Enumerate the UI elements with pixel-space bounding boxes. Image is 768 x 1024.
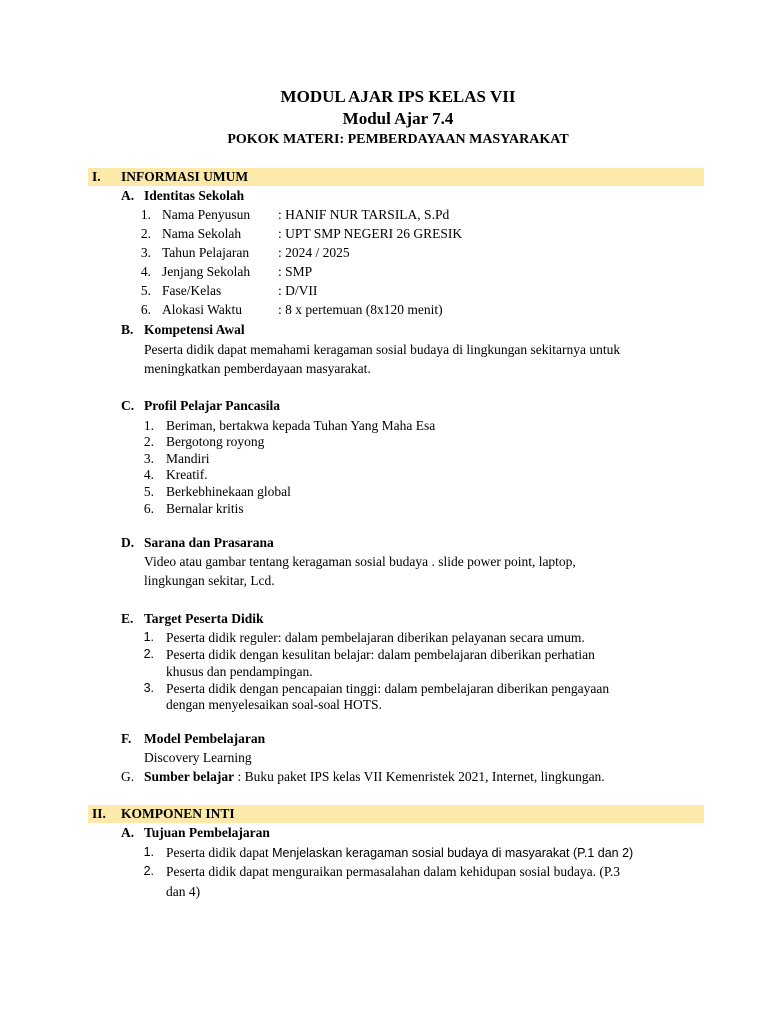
subsection-e-letter: E. bbox=[121, 611, 134, 626]
paragraph-line: meningkatkan pemberdayaan masyarakat. bbox=[144, 361, 371, 376]
section-2-number: II. bbox=[92, 806, 106, 821]
identity-row-label: Nama Penyusun bbox=[162, 207, 251, 222]
subsection-f-title: Model Pembelajaran bbox=[144, 731, 266, 746]
identity-row-number: 4. bbox=[140, 264, 151, 279]
subsection-c-letter: C. bbox=[121, 398, 135, 413]
sumber-belajar-text: : Buku paket IPS kelas VII Kemenristek 2021, Internet, lingkungan. bbox=[234, 769, 605, 784]
list-item: Peserta didik dengan pencapaian tinggi: dalam pembelajaran diberikan pengayaan bbox=[166, 681, 610, 696]
subsection-c-title: Profil Pelajar Pancasila bbox=[144, 398, 280, 413]
list-number: 3. bbox=[143, 681, 154, 695]
list-number: 2. bbox=[143, 434, 154, 449]
identity-row-label: Alokasi Waktu bbox=[162, 302, 243, 317]
list-item: Berkebhinekaan global bbox=[166, 484, 291, 499]
identity-row-value: : D/VII bbox=[278, 283, 318, 298]
list-item-rest: Menjelaskan keragaman sosial budaya di masyarakat (P.1 dan 2) bbox=[272, 846, 634, 860]
list-number: 1. bbox=[143, 630, 154, 644]
identity-row-value: : UPT SMP NEGERI 26 GRESIK bbox=[278, 226, 463, 241]
paragraph-line: lingkungan sekitar, Lcd. bbox=[144, 573, 275, 588]
subsection-b-letter: B. bbox=[121, 322, 134, 337]
identity-row-value: : 2024 / 2025 bbox=[278, 245, 350, 260]
identity-row-number: 3. bbox=[140, 245, 151, 260]
paragraph-line: Discovery Learning bbox=[144, 750, 252, 765]
subsection-g-letter: G. bbox=[121, 769, 135, 784]
list-item-continuation: dan 4) bbox=[166, 884, 201, 899]
list-item: Peserta didik reguler: dalam pembelajaran diberikan pelayanan secara umum. bbox=[166, 630, 585, 645]
list-number: 1. bbox=[143, 845, 154, 859]
identity-row-number: 1. bbox=[140, 207, 151, 222]
list-number: 3. bbox=[143, 451, 154, 466]
subsection-tujuan-title: Tujuan Pembelajaran bbox=[144, 825, 270, 840]
identity-row-value: : HANIF NUR TARSILA, S.Pd bbox=[278, 207, 450, 222]
subsection-d-letter: D. bbox=[121, 535, 135, 550]
identity-row-number: 6. bbox=[140, 302, 151, 317]
identity-row-value: : 8 x pertemuan (8x120 menit) bbox=[278, 302, 443, 317]
list-item-prefix: Peserta didik dapat bbox=[166, 845, 273, 860]
subsection-d-title: Sarana dan Prasarana bbox=[144, 535, 274, 550]
list-item-continuation: dengan menyelesaikan soal-soal HOTS. bbox=[166, 697, 382, 712]
subsection-tujuan-letter: A. bbox=[121, 825, 135, 840]
list-item: Bernalar kritis bbox=[166, 501, 244, 516]
list-number: 4. bbox=[143, 467, 154, 482]
identity-row-number: 2. bbox=[140, 226, 151, 241]
list-number: 2. bbox=[143, 864, 154, 878]
list-number: 5. bbox=[143, 484, 154, 499]
subsection-a-title: Identitas Sekolah bbox=[144, 188, 245, 203]
list-number: 1. bbox=[143, 418, 154, 433]
identity-row-value: : SMP bbox=[278, 264, 313, 279]
list-item: Peserta didik dengan kesulitan belajar: dalam pembelajaran diberikan perhatian bbox=[166, 647, 595, 662]
identity-row-label: Tahun Pelajaran bbox=[162, 245, 250, 260]
list-item: Kreatif. bbox=[166, 467, 208, 482]
list-item: Peserta didik dapat menguraikan permasalahan dalam kehidupan sosial budaya. (P.3 bbox=[166, 864, 620, 879]
subsection-b-title: Kompetensi Awal bbox=[144, 322, 245, 337]
list-item-continuation: khusus dan pendampingan. bbox=[166, 664, 313, 679]
document-title: MODUL AJAR IPS KELAS VII bbox=[280, 87, 516, 106]
paragraph-line: Video atau gambar tentang keragaman sosial budaya . slide power point, laptop, bbox=[144, 554, 576, 569]
list-item bbox=[166, 845, 633, 861]
identity-row-number: 5. bbox=[140, 283, 151, 298]
identity-row-label: Fase/Kelas bbox=[162, 283, 222, 298]
subsection-e-title: Target Peserta Didik bbox=[144, 611, 264, 626]
document-topic: POKOK MATERI: PEMBERDAYAAN MASYARAKAT bbox=[227, 132, 569, 147]
document-subtitle: Modul Ajar 7.4 bbox=[342, 109, 454, 128]
list-item: Mandiri bbox=[166, 451, 210, 466]
subsection-f-letter: F. bbox=[121, 731, 132, 746]
identity-row-label: Jenjang Sekolah bbox=[162, 264, 251, 279]
sumber-belajar-line bbox=[144, 769, 605, 785]
list-item: Bergotong royong bbox=[166, 434, 265, 449]
identity-row-label: Nama Sekolah bbox=[162, 226, 242, 241]
list-item: Beriman, bertakwa kepada Tuhan Yang Maha Esa bbox=[166, 418, 436, 433]
list-number: 2. bbox=[143, 647, 154, 661]
section-1-number: I. bbox=[92, 169, 101, 184]
section-1-title: INFORMASI UMUM bbox=[121, 169, 249, 184]
list-number: 6. bbox=[143, 501, 154, 516]
sumber-belajar-label: Sumber belajar bbox=[144, 769, 235, 784]
subsection-a-letter: A. bbox=[121, 188, 135, 203]
section-2-title: KOMPONEN INTI bbox=[121, 806, 235, 821]
paragraph-line: Peserta didik dapat memahami keragaman sosial budaya di lingkungan sekitarnya untuk bbox=[144, 342, 621, 357]
